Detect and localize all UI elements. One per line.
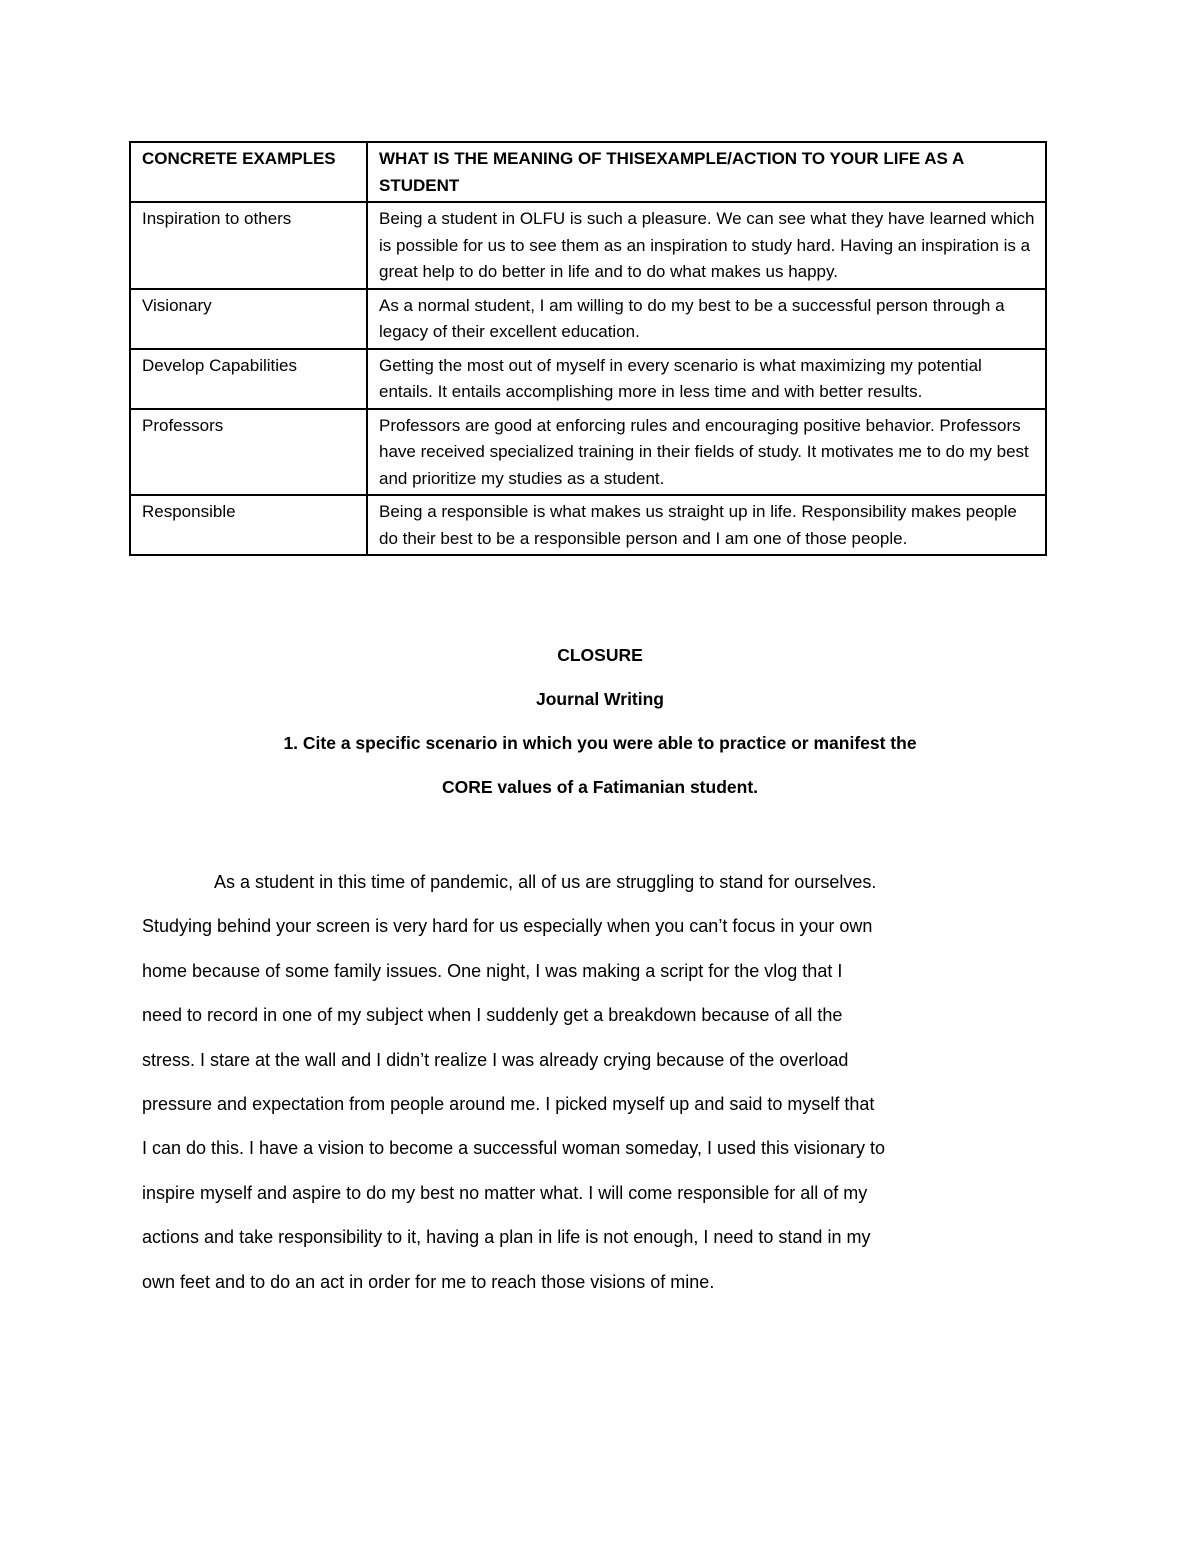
example-cell: Professors [130, 409, 367, 496]
table-row [130, 409, 1046, 496]
journal-line: own feet and to do an act in order for me to reach those visions of mine. [142, 1271, 715, 1292]
journal-line: inspire myself and aspire to do my best no matter what. I will come responsible for all of my [142, 1182, 868, 1203]
table-row [130, 495, 1046, 555]
journal-line: home because of some family issues. One night, I was making a script for the vlog that I [142, 960, 843, 981]
table-row [130, 349, 1046, 409]
journal-line: actions and take responsibility to it, having a plan in life is not enough, I need to stand in my [142, 1227, 871, 1248]
journal-line: need to record in one of my subject when I suddenly get a breakdown because of all the [142, 1005, 843, 1026]
header-meaning: WHAT IS THE MEANING OF THISEXAMPLE/ACTION TO YOUR LIFE AS A STUDENT [367, 142, 1046, 202]
meaning-cell: Being a student in OLFU is such a pleasure. We can see what they have learned which is possible for us to see them as an inspiration to study hard. Having an inspiration is a great help to do better in life and to do what makes us happy. [367, 202, 1046, 289]
journal-line: pressure and expectation from people around me. I picked myself up and said to myself that [142, 1094, 875, 1115]
header-concrete-examples: CONCRETE EXAMPLES [130, 142, 367, 202]
journal-line: As a student in this time of pandemic, all of us are struggling to stand for ourselves. [214, 872, 877, 892]
journal-line: stress. I stare at the wall and I didn’t realize I was already crying because of the overload [142, 1049, 849, 1070]
table-header-row [130, 142, 1046, 202]
table-row [130, 289, 1046, 349]
meaning-cell: Being a responsible is what makes us straight up in life. Responsibility makes people do their best to be a responsible person and I am one of those people. [367, 495, 1046, 555]
question-line-1: 1. Cite a specific scenario in which you were able to practice or manifest the [283, 733, 917, 753]
journal-line: Studying behind your screen is very hard for us especially when you can’t focus in your own [142, 916, 873, 937]
example-cell: Responsible [130, 495, 367, 555]
meaning-cell: As a normal student, I am willing to do my best to be a successful person through a legacy of their excellent education. [367, 289, 1046, 349]
closure-heading: CLOSURE [557, 645, 643, 665]
journal-line: I can do this. I have a vision to become a successful woman someday, I used this visionary to [142, 1138, 886, 1159]
example-cell: Inspiration to others [130, 202, 367, 289]
journal-writing-subheading: Journal Writing [535, 689, 664, 709]
table-row [130, 202, 1046, 289]
example-cell: Visionary [130, 289, 367, 349]
example-cell: Develop Capabilities [130, 349, 367, 409]
concrete-examples-table [129, 141, 1047, 556]
meaning-cell: Professors are good at enforcing rules and encouraging positive behavior. Professors have received specialized training in their fields of study. It motivates me to do my best and prioritize my studies as a student. [367, 409, 1046, 496]
journal-entry [142, 860, 962, 1304]
meaning-cell: Getting the most out of myself in every scenario is what maximizing my potential entails. It entails accomplishing more in less time and with better results. [367, 349, 1046, 409]
question-line-2: CORE values of a Fatimanian student. [441, 777, 759, 797]
